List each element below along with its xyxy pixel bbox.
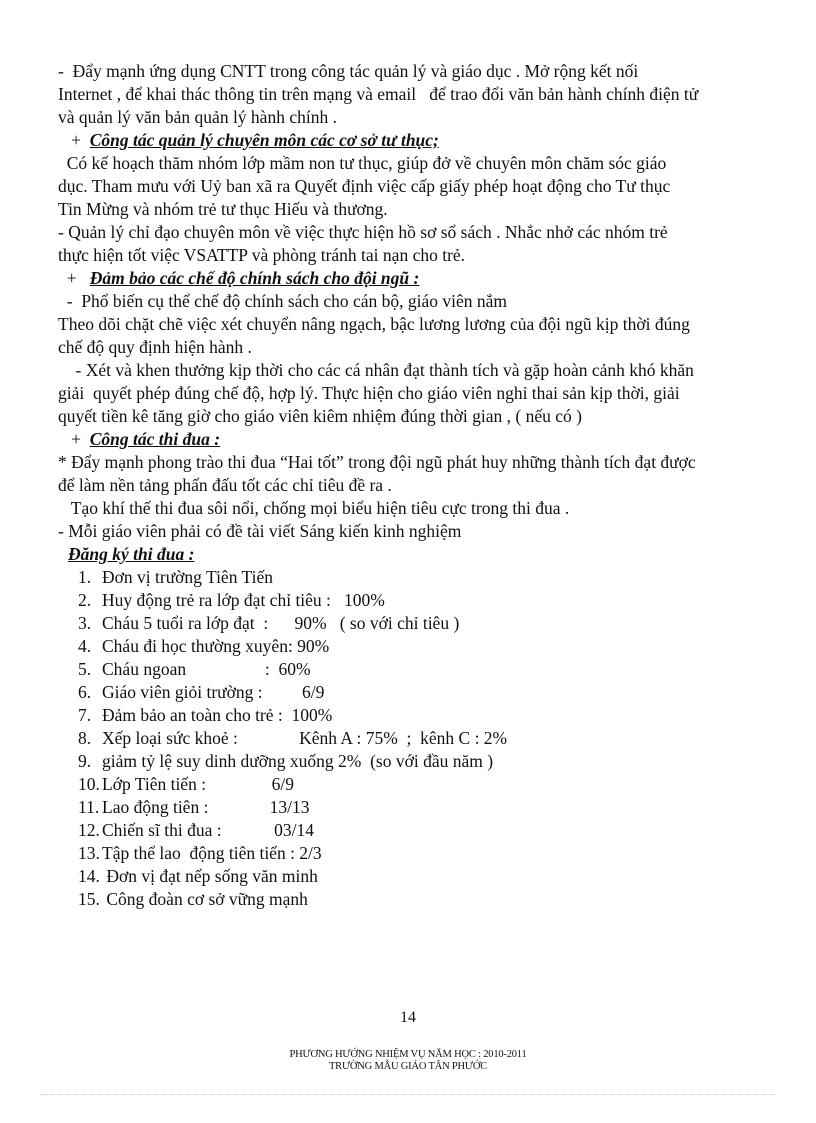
paragraph-line: - Xét và khen thưởng kịp thời cho các cá nhân đạt thành tích và gặp hoàn cảnh khó khăn: [58, 360, 694, 380]
list-item: [78, 865, 318, 887]
list-item-number: 14.: [78, 866, 100, 886]
paragraph-line: quyết tiền kê tăng giờ cho giáo viên kiêm nhiệm đúng thời gian , ( nếu có ): [58, 406, 582, 426]
paragraph-line: giải quyết phép đúng chế độ, hợp lý. Thực hiện cho giáo viên nghỉ thai sản kịp thời, giải: [58, 383, 680, 403]
heading-bullet: +: [58, 429, 90, 449]
list-item: [78, 750, 493, 772]
list-item-number: 15.: [78, 889, 100, 909]
list-item: [78, 681, 324, 703]
list-item-number: 13.: [78, 843, 100, 863]
list-item-number: 7.: [78, 705, 92, 725]
list-item-text: Lao động tiên : 13/13: [102, 797, 310, 817]
list-item-number: 4.: [78, 636, 92, 656]
footer-line-2: TRƯỜNG MẪU GIÁO TÂN PHƯỚC: [328, 1061, 488, 1072]
paragraph-line: - Mỗi giáo viên phải có đề tài viết Sáng kiến kinh nghiệm: [58, 521, 462, 541]
paragraph-line: - Phổ biến cụ thể chế độ chính sách cho cán bộ, giáo viên nắm: [58, 291, 508, 311]
list-item-text: giảm tỷ lệ suy dinh dưỡng xuống 2% (so với đầu năm ): [102, 751, 494, 771]
paragraph-line: chế độ quy định hiện hành .: [58, 337, 252, 357]
list-item: [78, 727, 507, 749]
paragraph-line: để làm nền tảng phấn đấu tốt các chỉ tiêu đề ra .: [58, 475, 392, 495]
list-item: [78, 589, 385, 611]
section-heading-policy: [58, 267, 419, 289]
list-item-text: Cháu 5 tuổi ra lớp đạt : 90% ( so với chỉ tiêu ): [102, 613, 460, 633]
list-item-text: Đơn vị đạt nếp sống văn minh: [102, 866, 318, 886]
heading-text: Đăng ký thi đua :: [68, 544, 195, 564]
page-number: 14: [400, 1009, 416, 1026]
paragraph-line: Tạo khí thế thi đua sôi nổi, chống mọi biểu hiện tiêu cực trong thi đua .: [58, 498, 570, 518]
list-item-number: 8.: [78, 728, 92, 748]
list-item-text: Đơn vị trường Tiên Tiến: [102, 567, 273, 587]
list-item-number: 3.: [78, 613, 92, 633]
list-item: [78, 773, 294, 795]
page-edge-divider: [40, 1094, 776, 1095]
heading-text: Công tác thi đua :: [89, 429, 221, 449]
paragraph-line: Có kế hoạch thăm nhóm lớp mầm non tư thục, giúp đở về chuyên môn chăm sóc giáo: [58, 153, 667, 173]
paragraph-line: Theo dõi chặt chẽ việc xét chuyển nâng ngạch, bậc lương lương của đội ngũ kịp thời đúng: [58, 314, 690, 334]
heading-text: Công tác quản lý chuyên môn các cơ sở tư thục;: [89, 130, 439, 150]
list-item-text: Công đoàn cơ sở vững mạnh: [102, 889, 308, 909]
list-item-number: 6.: [78, 682, 92, 702]
list-item-text: Đảm bảo an toàn cho trẻ : 100%: [102, 705, 333, 725]
paragraph-line: thực hiện tốt việc VSATTP và phòng tránh tai nạn cho trẻ.: [58, 245, 466, 265]
section-heading-professional-management: [58, 129, 439, 151]
paragraph-line: Tin Mừng và nhóm trẻ tư thục Hiếu và thương.: [58, 199, 388, 219]
list-item: [78, 704, 332, 726]
list-item: [78, 796, 310, 818]
list-item-text: Tập thể lao động tiên tiến : 2/3: [102, 843, 322, 863]
paragraph-line: - Đẩy mạnh ứng dụng CNTT trong công tác quản lý và giáo dục . Mở rộng kết nối: [58, 61, 639, 81]
paragraph-line: * Đẩy mạnh phong trào thi đua “Hai tốt” trong đội ngũ phát huy những thành tích đạt được: [58, 452, 696, 472]
list-item: [78, 842, 322, 864]
list-item-text: Xếp loại sức khoẻ : Kênh A : 75% ; kênh C : 2%: [102, 728, 508, 748]
list-item: [78, 888, 308, 910]
list-item-text: Cháu đi học thường xuyên: 90%: [102, 636, 330, 656]
paragraph-line: và quản lý văn bản quản lý hành chính .: [58, 107, 337, 127]
list-item-number: 12.: [78, 820, 100, 840]
list-item-text: Giáo viên giỏi trường : 6/9: [102, 682, 325, 702]
paragraph-line: - Quản lý chỉ đạo chuyên môn về việc thực hiện hồ sơ sổ sách . Nhắc nhở các nhóm trẻ: [58, 222, 668, 242]
list-item: [78, 635, 329, 657]
list-item: [78, 658, 311, 680]
heading-text: Đảm bảo các chế độ chính sách cho đội ngũ :: [89, 268, 420, 288]
section-heading-registration: [68, 543, 194, 565]
list-item-text: Chiến sĩ thi đua : 03/14: [102, 820, 314, 840]
list-item: [78, 819, 314, 841]
paragraph-line: dục. Tham mưu với Uỷ ban xã ra Quyết định việc cấp giấy phép hoạt động cho Tư thục: [58, 176, 671, 196]
list-item-number: 5.: [78, 659, 92, 679]
heading-bullet: +: [58, 130, 90, 150]
list-item-number: 1.: [78, 567, 92, 587]
list-item-number: 9.: [78, 751, 92, 771]
section-heading-emulation: [58, 428, 220, 450]
heading-bullet: +: [58, 268, 90, 288]
footer-line-1: PHƯƠNG HƯỚNG NHIỆM VỤ NĂM HỌC : 2010-2011: [289, 1049, 527, 1060]
list-item-number: 11.: [78, 797, 100, 817]
list-item: [78, 566, 273, 588]
list-item-number: 10.: [78, 774, 100, 794]
list-item-number: 2.: [78, 590, 92, 610]
paragraph-line: Internet , để khai thác thông tin trên mạng và email để trao đổi văn bản hành chính điện tử: [58, 84, 699, 104]
list-item-text: Lớp Tiên tiến : 6/9: [102, 774, 295, 794]
list-item-text: Huy động trẻ ra lớp đạt chỉ tiêu : 100%: [102, 590, 385, 610]
list-item: [78, 612, 459, 634]
list-item-text: Cháu ngoan : 60%: [102, 659, 311, 679]
